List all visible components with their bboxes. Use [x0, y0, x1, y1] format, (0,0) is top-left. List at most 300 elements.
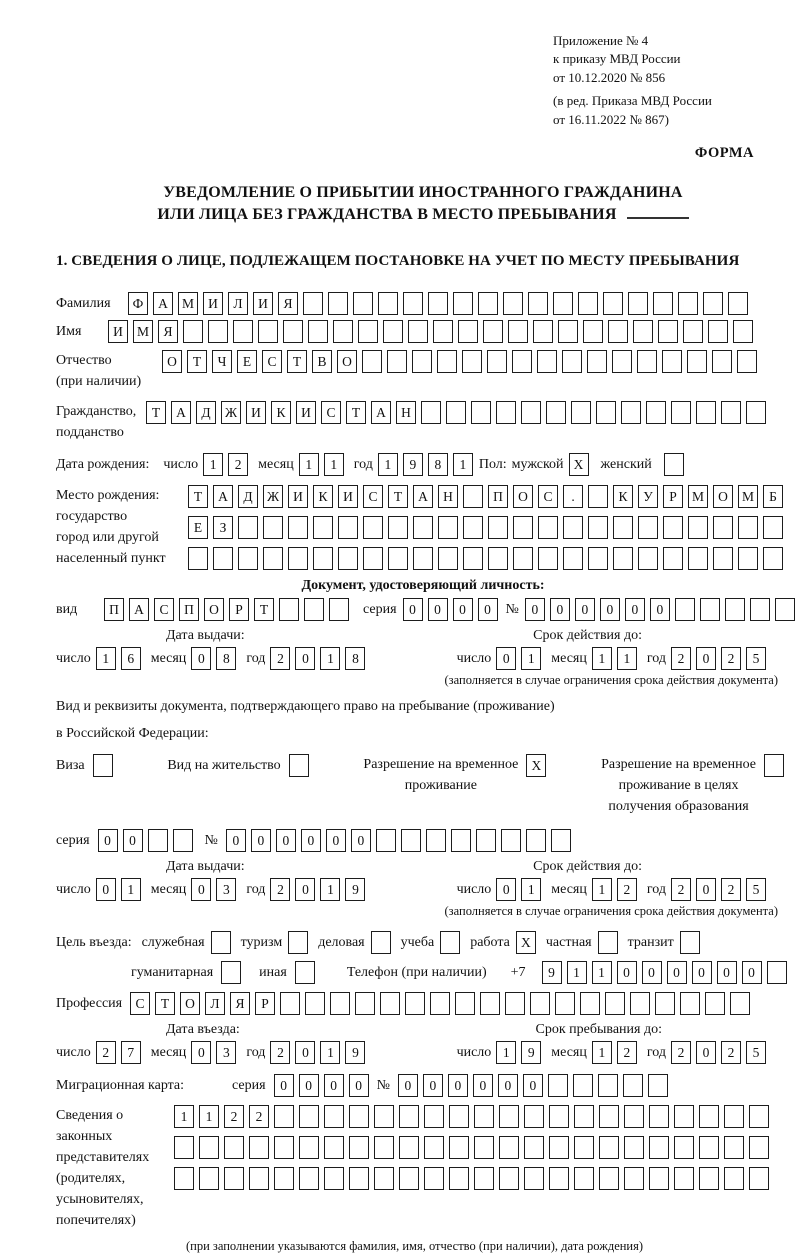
cell[interactable]: 1: [617, 647, 637, 670]
purpose-other-checkbox[interactable]: [295, 961, 315, 984]
cell[interactable]: [471, 401, 491, 424]
cell[interactable]: [455, 992, 475, 1015]
cell[interactable]: [663, 547, 683, 570]
cell[interactable]: М: [133, 320, 153, 343]
surname-cells[interactable]: [128, 292, 748, 315]
cell[interactable]: [599, 1136, 619, 1159]
residence-issue-year[interactable]: [270, 878, 365, 901]
cell[interactable]: [638, 516, 658, 539]
cell[interactable]: О: [713, 485, 733, 508]
cell[interactable]: 1: [567, 961, 587, 984]
cell[interactable]: [463, 516, 483, 539]
name-cells[interactable]: [108, 320, 753, 343]
cell[interactable]: [503, 292, 523, 315]
cell[interactable]: [378, 292, 398, 315]
cell[interactable]: 0: [625, 598, 645, 621]
cell[interactable]: [662, 350, 682, 373]
cell[interactable]: 0: [478, 598, 498, 621]
cell[interactable]: [767, 961, 787, 984]
cell[interactable]: [624, 1136, 644, 1159]
cell[interactable]: 2: [671, 647, 691, 670]
identity-expiry-year[interactable]: [671, 647, 766, 670]
residence-issue-day[interactable]: [96, 878, 141, 901]
cell[interactable]: [524, 1105, 544, 1128]
cell[interactable]: [353, 292, 373, 315]
cell[interactable]: М: [688, 485, 708, 508]
identity-expiry-day[interactable]: [496, 647, 541, 670]
entry-year[interactable]: [270, 1041, 365, 1064]
identity-issue-day[interactable]: [96, 647, 141, 670]
purpose-private-checkbox[interactable]: [598, 931, 618, 954]
cell[interactable]: Ж: [221, 401, 241, 424]
legal-reps-cells-3[interactable]: [174, 1167, 769, 1190]
cell[interactable]: [638, 547, 658, 570]
cell[interactable]: [426, 829, 446, 852]
cell[interactable]: А: [129, 598, 149, 621]
cell[interactable]: [524, 1167, 544, 1190]
cell[interactable]: Д: [238, 485, 258, 508]
visa-checkbox[interactable]: [93, 754, 113, 777]
cell[interactable]: [738, 547, 758, 570]
cell[interactable]: [305, 992, 325, 1015]
cell[interactable]: 1: [174, 1105, 194, 1128]
cell[interactable]: 1: [521, 647, 541, 670]
cell[interactable]: [563, 547, 583, 570]
identity-expiry-month[interactable]: [592, 647, 637, 670]
cell[interactable]: Т: [188, 485, 208, 508]
cell[interactable]: Д: [196, 401, 216, 424]
cell[interactable]: [349, 1105, 369, 1128]
cell[interactable]: [700, 598, 720, 621]
cell[interactable]: [405, 992, 425, 1015]
cell[interactable]: X: [526, 754, 546, 777]
cell[interactable]: [688, 516, 708, 539]
cell[interactable]: [362, 350, 382, 373]
cell[interactable]: [596, 401, 616, 424]
cell[interactable]: 1: [121, 878, 141, 901]
cell[interactable]: [630, 992, 650, 1015]
cell[interactable]: Н: [438, 485, 458, 508]
cell[interactable]: [183, 320, 203, 343]
cell[interactable]: [708, 320, 728, 343]
cell[interactable]: [279, 598, 299, 621]
cell[interactable]: [363, 516, 383, 539]
purpose-study-checkbox[interactable]: [440, 931, 460, 954]
cell[interactable]: [725, 598, 745, 621]
cell[interactable]: [505, 992, 525, 1015]
stay-until-year[interactable]: [671, 1041, 766, 1064]
legal-reps-cells-2[interactable]: [174, 1136, 769, 1159]
cell[interactable]: [563, 516, 583, 539]
cell[interactable]: 0: [301, 829, 321, 852]
cell[interactable]: [598, 1074, 618, 1097]
cell[interactable]: 1: [96, 647, 116, 670]
cell[interactable]: С: [321, 401, 341, 424]
cell[interactable]: [458, 320, 478, 343]
cell[interactable]: [513, 547, 533, 570]
cell[interactable]: 0: [276, 829, 296, 852]
cell[interactable]: Т: [187, 350, 207, 373]
legal-reps-cells-1[interactable]: [174, 1105, 769, 1128]
cell[interactable]: 0: [496, 878, 516, 901]
cell[interactable]: П: [104, 598, 124, 621]
cell[interactable]: [583, 320, 603, 343]
cell[interactable]: 0: [575, 598, 595, 621]
cell[interactable]: [408, 320, 428, 343]
cell[interactable]: [424, 1136, 444, 1159]
cell[interactable]: [487, 350, 507, 373]
cell[interactable]: [288, 931, 308, 954]
cell[interactable]: [387, 350, 407, 373]
cell[interactable]: 6: [121, 647, 141, 670]
cell[interactable]: [750, 598, 770, 621]
cell[interactable]: [749, 1167, 769, 1190]
cell[interactable]: [678, 292, 698, 315]
cell[interactable]: П: [179, 598, 199, 621]
cell[interactable]: 0: [496, 647, 516, 670]
cell[interactable]: [401, 829, 421, 852]
cell[interactable]: X: [516, 931, 536, 954]
cell[interactable]: М: [178, 292, 198, 315]
cell[interactable]: [599, 1105, 619, 1128]
cell[interactable]: 1: [592, 1041, 612, 1064]
cell[interactable]: [324, 1136, 344, 1159]
cell[interactable]: [233, 320, 253, 343]
cell[interactable]: [508, 320, 528, 343]
cell[interactable]: И: [203, 292, 223, 315]
cell[interactable]: Я: [230, 992, 250, 1015]
cell[interactable]: 0: [742, 961, 762, 984]
cell[interactable]: 1: [496, 1041, 516, 1064]
cell[interactable]: [738, 516, 758, 539]
cell[interactable]: Н: [396, 401, 416, 424]
cell[interactable]: 0: [191, 647, 211, 670]
residence-series-cells[interactable]: [98, 829, 193, 852]
birth-place-cells-3[interactable]: [188, 547, 783, 570]
cell[interactable]: [648, 1074, 668, 1097]
cell[interactable]: [658, 320, 678, 343]
cell[interactable]: 1: [320, 878, 340, 901]
cell[interactable]: [501, 829, 521, 852]
identity-issue-year[interactable]: [270, 647, 365, 670]
cell[interactable]: 0: [717, 961, 737, 984]
cell[interactable]: [330, 992, 350, 1015]
cell[interactable]: [499, 1167, 519, 1190]
cell[interactable]: [263, 516, 283, 539]
cell[interactable]: [376, 829, 396, 852]
cell[interactable]: [496, 401, 516, 424]
temp-residence-checkbox[interactable]: [526, 754, 546, 777]
cell[interactable]: 0: [696, 878, 716, 901]
cell[interactable]: [424, 1167, 444, 1190]
cell[interactable]: [288, 547, 308, 570]
cell[interactable]: Т: [346, 401, 366, 424]
cell[interactable]: [449, 1136, 469, 1159]
cell[interactable]: 5: [746, 647, 766, 670]
cell[interactable]: [349, 1167, 369, 1190]
cell[interactable]: [173, 829, 193, 852]
cell[interactable]: 1: [592, 647, 612, 670]
cell[interactable]: [724, 1167, 744, 1190]
cell[interactable]: С: [130, 992, 150, 1015]
cell[interactable]: [580, 992, 600, 1015]
cell[interactable]: Я: [278, 292, 298, 315]
cell[interactable]: 0: [525, 598, 545, 621]
cell[interactable]: [687, 350, 707, 373]
purpose-transit-checkbox[interactable]: [680, 931, 700, 954]
cell[interactable]: [374, 1136, 394, 1159]
cell[interactable]: 5: [746, 878, 766, 901]
cell[interactable]: [746, 401, 766, 424]
cell[interactable]: [674, 1105, 694, 1128]
entry-month[interactable]: [191, 1041, 236, 1064]
phone-cells[interactable]: [542, 961, 787, 984]
sex-male-checkbox[interactable]: [569, 453, 589, 476]
patronymic-cells[interactable]: [162, 350, 757, 373]
cell[interactable]: [388, 547, 408, 570]
cell[interactable]: [295, 961, 315, 984]
cell[interactable]: [274, 1167, 294, 1190]
birth-day-cells[interactable]: [203, 453, 248, 476]
cell[interactable]: [549, 1167, 569, 1190]
cell[interactable]: 3: [216, 1041, 236, 1064]
cell[interactable]: 1: [324, 453, 344, 476]
cell[interactable]: [299, 1105, 319, 1128]
cell[interactable]: [749, 1136, 769, 1159]
cell[interactable]: [174, 1167, 194, 1190]
cell[interactable]: [655, 992, 675, 1015]
cell[interactable]: 2: [224, 1105, 244, 1128]
cell[interactable]: [430, 992, 450, 1015]
cell[interactable]: [288, 516, 308, 539]
cell[interactable]: [633, 320, 653, 343]
cell[interactable]: И: [288, 485, 308, 508]
citizenship-cells[interactable]: [146, 401, 766, 424]
purpose-official-checkbox[interactable]: [211, 931, 231, 954]
doc-series-cells[interactable]: [403, 598, 498, 621]
cell[interactable]: [548, 1074, 568, 1097]
cell[interactable]: [699, 1167, 719, 1190]
cell[interactable]: Р: [229, 598, 249, 621]
cell[interactable]: [728, 292, 748, 315]
cell[interactable]: Т: [388, 485, 408, 508]
cell[interactable]: [433, 320, 453, 343]
purpose-tourism-checkbox[interactable]: [288, 931, 308, 954]
cell[interactable]: [763, 516, 783, 539]
cell[interactable]: .: [563, 485, 583, 508]
cell[interactable]: [675, 598, 695, 621]
cell[interactable]: У: [638, 485, 658, 508]
cell[interactable]: [775, 598, 795, 621]
cell[interactable]: [358, 320, 378, 343]
doc-number-cells[interactable]: [525, 598, 795, 621]
cell[interactable]: [437, 350, 457, 373]
cell[interactable]: [224, 1136, 244, 1159]
residence-number-cells[interactable]: [226, 829, 571, 852]
cell[interactable]: 2: [270, 647, 290, 670]
cell[interactable]: [148, 829, 168, 852]
cell[interactable]: [671, 401, 691, 424]
cell[interactable]: [646, 401, 666, 424]
cell[interactable]: 0: [98, 829, 118, 852]
cell[interactable]: [449, 1167, 469, 1190]
cell[interactable]: [324, 1105, 344, 1128]
cell[interactable]: [605, 992, 625, 1015]
cell[interactable]: 0: [191, 878, 211, 901]
cell[interactable]: О: [180, 992, 200, 1015]
cell[interactable]: [258, 320, 278, 343]
cell[interactable]: [613, 547, 633, 570]
cell[interactable]: 2: [721, 1041, 741, 1064]
cell[interactable]: 1: [320, 1041, 340, 1064]
cell[interactable]: [380, 992, 400, 1015]
cell[interactable]: [612, 350, 632, 373]
stay-until-month[interactable]: [592, 1041, 637, 1064]
stay-until-day[interactable]: [496, 1041, 541, 1064]
cell[interactable]: [208, 320, 228, 343]
migration-series-cells[interactable]: [274, 1074, 369, 1097]
cell[interactable]: [421, 401, 441, 424]
cell[interactable]: X: [569, 453, 589, 476]
cell[interactable]: [299, 1136, 319, 1159]
cell[interactable]: [624, 1167, 644, 1190]
cell[interactable]: 0: [473, 1074, 493, 1097]
cell[interactable]: [613, 516, 633, 539]
cell[interactable]: Р: [663, 485, 683, 508]
cell[interactable]: [555, 992, 575, 1015]
cell[interactable]: 0: [123, 829, 143, 852]
cell[interactable]: [308, 320, 328, 343]
cell[interactable]: [462, 350, 482, 373]
cell[interactable]: [374, 1167, 394, 1190]
cell[interactable]: [588, 485, 608, 508]
cell[interactable]: [598, 931, 618, 954]
cell[interactable]: 0: [295, 647, 315, 670]
cell[interactable]: [499, 1136, 519, 1159]
cell[interactable]: 9: [521, 1041, 541, 1064]
cell[interactable]: З: [213, 516, 233, 539]
cell[interactable]: [478, 292, 498, 315]
residence-permit-checkbox[interactable]: [289, 754, 309, 777]
cell[interactable]: [333, 320, 353, 343]
cell[interactable]: А: [371, 401, 391, 424]
cell[interactable]: [338, 547, 358, 570]
sex-female-checkbox[interactable]: [664, 453, 684, 476]
birth-month-cells[interactable]: [299, 453, 344, 476]
cell[interactable]: [674, 1136, 694, 1159]
cell[interactable]: [224, 1167, 244, 1190]
cell[interactable]: 2: [270, 1041, 290, 1064]
cell[interactable]: [737, 350, 757, 373]
cell[interactable]: [399, 1167, 419, 1190]
cell[interactable]: [764, 754, 784, 777]
cell[interactable]: М: [738, 485, 758, 508]
cell[interactable]: [530, 992, 550, 1015]
cell[interactable]: [440, 931, 460, 954]
cell[interactable]: [524, 1136, 544, 1159]
cell[interactable]: В: [312, 350, 332, 373]
cell[interactable]: 2: [228, 453, 248, 476]
cell[interactable]: 2: [671, 1041, 691, 1064]
cell[interactable]: Т: [254, 598, 274, 621]
residence-expiry-day[interactable]: [496, 878, 541, 901]
entry-day[interactable]: [96, 1041, 141, 1064]
cell[interactable]: [603, 292, 623, 315]
cell[interactable]: [578, 292, 598, 315]
cell[interactable]: 0: [326, 829, 346, 852]
cell[interactable]: 7: [121, 1041, 141, 1064]
cell[interactable]: [528, 292, 548, 315]
cell[interactable]: 9: [542, 961, 562, 984]
cell[interactable]: К: [613, 485, 633, 508]
cell[interactable]: [474, 1105, 494, 1128]
cell[interactable]: 1: [320, 647, 340, 670]
cell[interactable]: 0: [498, 1074, 518, 1097]
cell[interactable]: А: [153, 292, 173, 315]
cell[interactable]: [688, 547, 708, 570]
cell[interactable]: 0: [295, 1041, 315, 1064]
cell[interactable]: [713, 516, 733, 539]
cell[interactable]: [313, 516, 333, 539]
cell[interactable]: [621, 401, 641, 424]
cell[interactable]: [653, 292, 673, 315]
cell[interactable]: [574, 1105, 594, 1128]
cell[interactable]: [608, 320, 628, 343]
cell[interactable]: [703, 292, 723, 315]
cell[interactable]: [449, 1105, 469, 1128]
cell[interactable]: [623, 1074, 643, 1097]
cell[interactable]: 0: [523, 1074, 543, 1097]
cell[interactable]: [299, 1167, 319, 1190]
cell[interactable]: [628, 292, 648, 315]
cell[interactable]: [574, 1136, 594, 1159]
cell[interactable]: [303, 292, 323, 315]
profession-cells[interactable]: [130, 992, 750, 1015]
cell[interactable]: [274, 1105, 294, 1128]
cell[interactable]: [538, 547, 558, 570]
cell[interactable]: [599, 1167, 619, 1190]
cell[interactable]: [546, 401, 566, 424]
cell[interactable]: [355, 992, 375, 1015]
birth-year-cells[interactable]: [378, 453, 473, 476]
cell[interactable]: [730, 992, 750, 1015]
cell[interactable]: [721, 401, 741, 424]
cell[interactable]: Я: [158, 320, 178, 343]
cell[interactable]: 0: [324, 1074, 344, 1097]
cell[interactable]: 0: [453, 598, 473, 621]
doc-kind-cells[interactable]: [104, 598, 349, 621]
cell[interactable]: 2: [721, 878, 741, 901]
cell[interactable]: О: [513, 485, 533, 508]
cell[interactable]: [480, 992, 500, 1015]
cell[interactable]: [424, 1105, 444, 1128]
cell[interactable]: 0: [448, 1074, 468, 1097]
cell[interactable]: [324, 1167, 344, 1190]
cell[interactable]: 1: [453, 453, 473, 476]
cell[interactable]: [363, 547, 383, 570]
cell[interactable]: [221, 961, 241, 984]
cell[interactable]: [474, 1136, 494, 1159]
cell[interactable]: 2: [671, 878, 691, 901]
cell[interactable]: И: [246, 401, 266, 424]
cell[interactable]: 1: [378, 453, 398, 476]
cell[interactable]: [451, 829, 471, 852]
cell[interactable]: Е: [237, 350, 257, 373]
cell[interactable]: 0: [617, 961, 637, 984]
cell[interactable]: [588, 516, 608, 539]
cell[interactable]: [574, 1167, 594, 1190]
cell[interactable]: С: [262, 350, 282, 373]
